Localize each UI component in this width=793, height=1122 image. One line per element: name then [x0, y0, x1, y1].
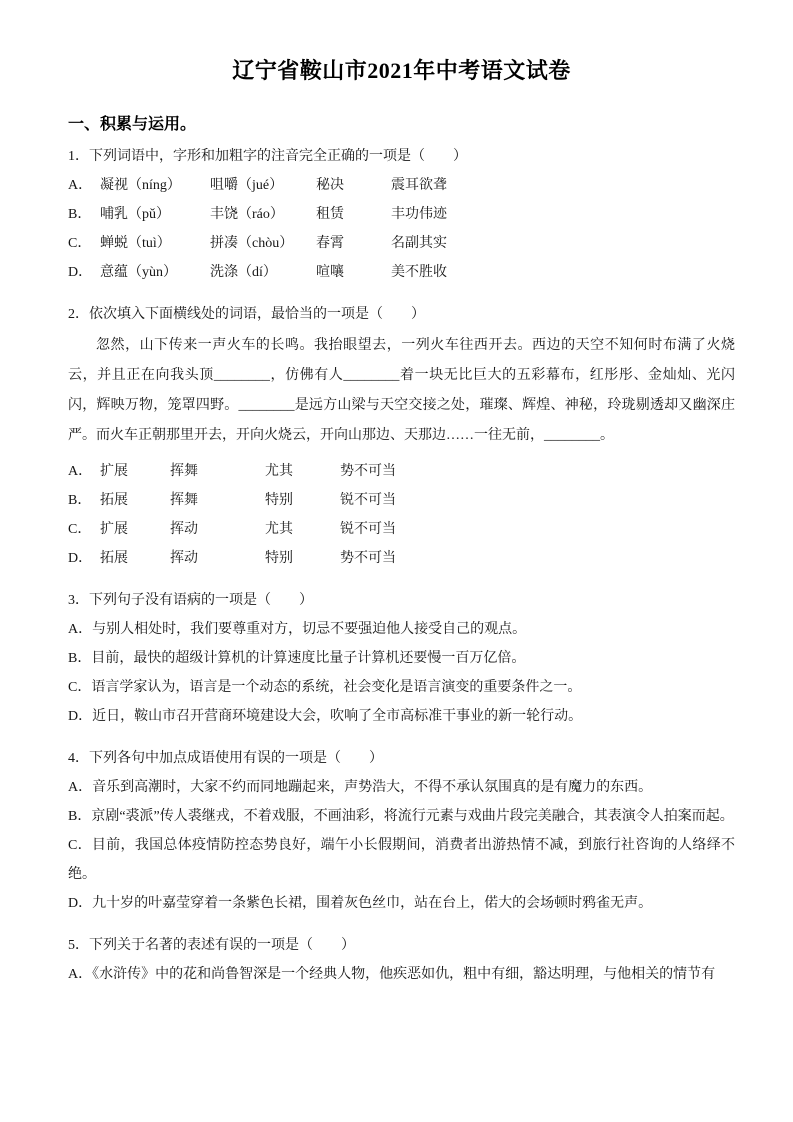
question-3: [68, 586, 735, 731]
option-word: 拓展: [100, 493, 128, 508]
question-2-options: [68, 457, 735, 573]
option-word: 尤其: [265, 522, 293, 537]
question-3-stem: 3．下列句子没有语病的一项是（ ）: [68, 593, 313, 608]
question-5-stem: 5．下列关于名著的表述有误的一项是（ ）: [68, 938, 355, 953]
question-1: [68, 142, 735, 287]
option-word: 势不可当: [340, 551, 396, 566]
question-4-option-c: C．目前，我国总体疫情防控态势良好，端午小长假期间，消费者出游热情不减，到旅行社咨询的人络绎不绝。: [68, 838, 735, 882]
question-2: [68, 300, 735, 573]
option-label: A．: [68, 464, 93, 479]
option-word: 尤其: [265, 464, 293, 479]
option-label: B．: [68, 207, 92, 222]
question-3-option-b: B．目前，最快的超级计算机的计算速度比量子计算机还要慢一百万亿倍。: [68, 651, 526, 666]
question-4-option-d: D．九十岁的叶嘉莹穿着一条紫色长裙，围着灰色丝巾，站在台上，偌大的会场顿时鸦雀无声。: [68, 896, 653, 911]
option-word: 锐不可当: [340, 522, 396, 537]
option-word: 锐不可当: [340, 493, 396, 508]
option-word: 洗涤（dí）: [210, 265, 277, 280]
question-1-option-d: [68, 258, 735, 287]
option-word: 春霄: [316, 236, 344, 251]
option-word: 凝视（níng）: [100, 178, 181, 193]
option-label: B．: [68, 493, 92, 508]
question-2-option-b: [68, 486, 735, 515]
question-4: [68, 744, 735, 918]
option-label: C．: [68, 236, 92, 251]
question-4-option-a: A．音乐到高潮时，大家不约而同地蹦起来，声势浩大，不得不承认氛围真的是有魔力的东西。: [68, 780, 653, 795]
question-2-option-c: [68, 515, 735, 544]
option-label: A．: [68, 178, 93, 193]
option-word: 丰功伟迹: [391, 207, 447, 222]
question-1-options: [68, 171, 735, 287]
option-word: 扩展: [100, 464, 128, 479]
option-label: D．: [68, 551, 93, 566]
question-4-option-b: B．京剧“裘派”传人裘继戎，不着戏服，不画油彩，将流行元素与戏曲片段完美融合，其表演令人拍案而起。: [68, 809, 734, 824]
option-word: 扩展: [100, 522, 128, 537]
question-1-option-c: [68, 229, 735, 258]
option-word: 美不胜收: [391, 265, 447, 280]
option-word: 特别: [265, 551, 293, 566]
option-word: 蝉蜕（tuì）: [100, 236, 171, 251]
option-word: 喧嚷: [316, 265, 344, 280]
exam-title: 辽宁省鞍山市2021年中考语文试卷: [232, 58, 571, 83]
option-word: 特别: [265, 493, 293, 508]
option-word: 震耳欲聋: [391, 178, 447, 193]
question-3-option-a: A．与别人相处时，我们要尊重对方，切忌不要强迫他人接受自己的观点。: [68, 622, 527, 637]
question-1-stem: 1．下列词语中，字形和加粗字的注音完全正确的一项是（ ）: [68, 149, 467, 164]
option-word: 挥动: [170, 522, 198, 537]
question-2-stem: 2．依次填入下面横线处的词语，最恰当的一项是（ ）: [68, 307, 425, 322]
option-word: 名副其实: [391, 236, 447, 251]
question-1-option-b: [68, 200, 735, 229]
option-word: 挥舞: [170, 493, 198, 508]
option-word: 挥舞: [170, 464, 198, 479]
option-word: 哺乳（pǔ）: [100, 207, 170, 222]
section-one-heading: 一、积累与运用。: [68, 116, 197, 133]
question-5: [68, 931, 735, 989]
option-word: 势不可当: [340, 464, 396, 479]
option-label: D．: [68, 265, 93, 280]
question-2-passage: 忽然，山下传来一声火车的长鸣。我抬眼望去，一列火车往西开去。西边的天空不知何时布满了火烧云，并且正在向我头顶________，仿佛有人________着一块无比巨大的五彩幕布，红彤彤、金灿灿、光闪闪，辉映万物，笼罩四野。________是远方山梁与天空交接之处，璀璨、辉煌、神秘，玲珑剔透却又幽深庄严。而火车正朝那里开去，开向火烧云，开向山那边、天那边……一往无前，________。: [68, 338, 735, 443]
option-word: 咀嚼（jué）: [210, 178, 284, 193]
question-1-option-a: [68, 171, 735, 200]
question-2-option-a: [68, 457, 735, 486]
option-word: 拼凑（chòu）: [210, 236, 294, 251]
option-word: 秘决: [316, 178, 344, 193]
option-word: 丰饶（ráo）: [210, 207, 284, 222]
option-word: 拓展: [100, 551, 128, 566]
option-word: 意蕴（yùn）: [100, 265, 177, 280]
option-word: 租赁: [316, 207, 344, 222]
question-3-option-c: C．语言学家认为，语言是一个动态的系统，社会变化是语言演变的重要条件之一。: [68, 680, 582, 695]
question-3-option-d: D．近日，鞍山市召开营商环境建设大会，吹响了全市高标准干事业的新一轮行动。: [68, 709, 583, 724]
question-2-option-d: [68, 544, 735, 573]
question-4-stem: 4．下列各句中加点成语使用有误的一项是（ ）: [68, 751, 383, 766]
option-word: 挥动: [170, 551, 198, 566]
option-label: C．: [68, 522, 92, 537]
question-5-option-a: A．《水浒传》中的花和尚鲁智深是一个经典人物，他疾恶如仇，粗中有细，豁达明理，与他相关的情节有: [68, 967, 716, 982]
